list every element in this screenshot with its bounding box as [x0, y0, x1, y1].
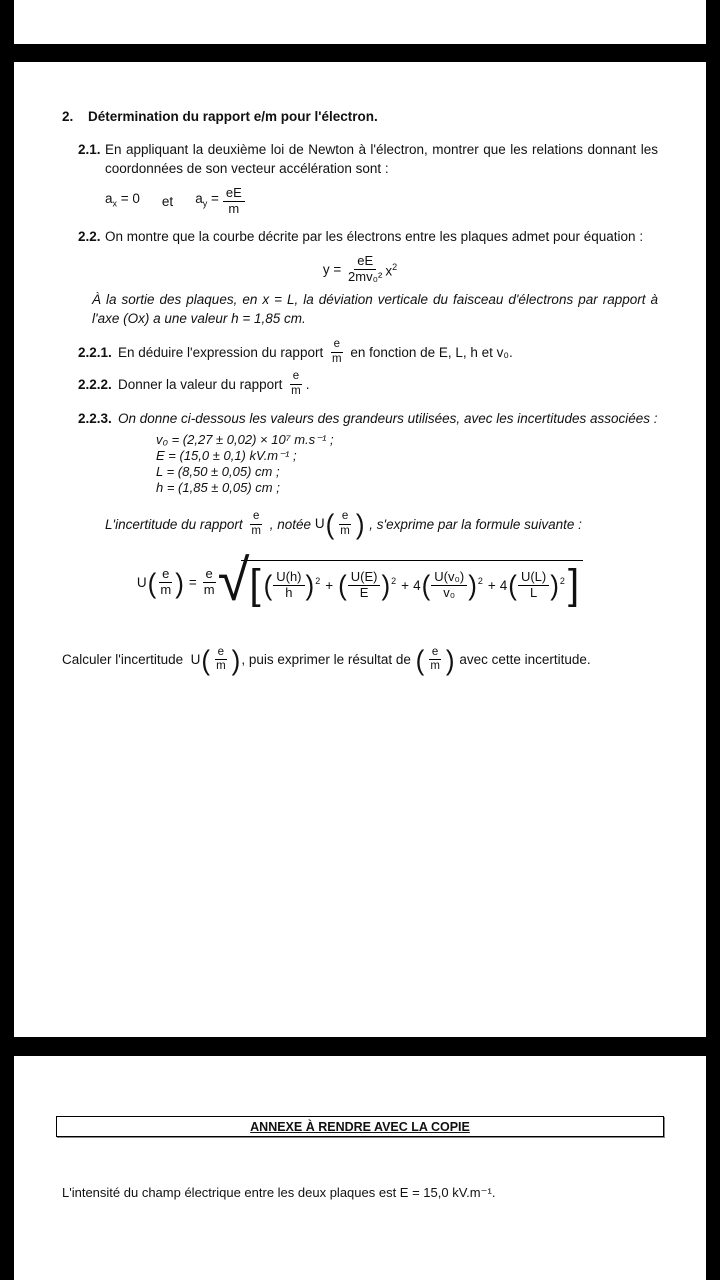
term-Uv0-over-v0: 4 ( $\frac{\text{U(v₀)}}{\text{v₀}}$ ) 2 [413, 568, 483, 601]
e-over-m-fraction: $\frac{e}{m}$ [291, 370, 301, 398]
calculate-instruction: Calculer l'incertitude U( $\frac{e}{m}$ ) , puis exprimer le résultat de ( $\frac{e}{m}$ ) avec cette incertitude. [62, 644, 591, 676]
em-in-parens: ( $\frac{e}{m}$ ) [415, 644, 455, 676]
traj-rhs: $x^2$ [385, 262, 398, 279]
radicand: [ ( $\frac{U(h)}{h}$ ) 2 + ( $\frac{U(E)}{E}$ ) 2 + 4 ( $\frac{\text{U(v₀)}}{\text{v₀}}$ ) 2 + 4 ( $\frac{U(L)}{L}$ ) 2 ] [241, 560, 583, 605]
e-over-m-fraction: $\frac{e}{m}$ [251, 509, 262, 537]
U-of-em-notation: U( $\frac{e}{m}$ ) [190, 644, 241, 676]
term-UL-over-L: 4 ( $\frac{U(L)}{L}$ ) 2 [499, 568, 565, 601]
question-2-2-number: 2.2. [78, 228, 101, 244]
question-2-2-2-text: Donner la valeur du rapport $\frac{e}{m}$ . [118, 370, 310, 398]
question-2-2 [78, 227, 658, 246]
question-2-2-1-number: 2.2.1. [78, 344, 112, 360]
trajectory-formula [62, 254, 658, 285]
section-title: Détermination du rapport e/m pour l'électron. [88, 109, 378, 124]
traj-fraction: $\frac{eE}{\text{2mv₀²}}$ [348, 252, 383, 284]
e-over-m-fraction: $\frac{e}{m}$ [203, 566, 215, 598]
value-h: h = (1,85 ± 0,05) cm ; [156, 479, 280, 495]
square-root-sign: √ [217, 547, 250, 613]
section-number: 2. [62, 109, 74, 124]
ay-term: $a_y$ = [195, 191, 219, 209]
question-2-2-3-text: On donne ci-dessous les valeurs des grandeurs utilisées, avec les incertitudes associées : [118, 410, 658, 426]
annexe-page [14, 1056, 706, 1280]
exam-page [14, 62, 706, 1037]
question-2-2-text: On montre que la courbe décrite par les électrons entre les plaques admet pour équation : [105, 228, 644, 244]
question-2-1-number: 2.1. [78, 142, 101, 157]
annexe-title-box [56, 1116, 664, 1137]
field-intensity-line: L'intensité du champ électrique entre les deux plaques est E = 15,0 kV.m⁻¹. [62, 1185, 496, 1200]
value-E: E = (15,0 ± 0,1) kV.m⁻¹ ; [156, 447, 297, 463]
question-2-2-2 [78, 370, 658, 399]
question-2-2-3 [78, 409, 658, 428]
et-word: et [161, 193, 174, 209]
question-2-2-2-number: 2.2.2. [78, 377, 112, 393]
section-heading [62, 107, 658, 126]
question-2-1 [78, 140, 658, 178]
ax-term: $a_x = 0$ [105, 191, 140, 209]
e-over-m-fraction: $\frac{e}{m}$ [160, 566, 172, 598]
question-2-2-1 [78, 338, 658, 367]
exit-deviation-note: À la sortie des plaques, en x = L, la déviation verticale du faisceau d'électrons par rapport à l'axe (Ox) a une valeur h = 1,85 cm. [92, 291, 658, 326]
acceleration-formula [105, 186, 658, 217]
uncertainty-formula: U ( $\frac{e}{m}$ ) = $\frac{e}{m}$ √ [ ( $\frac{U(h)}{h}$ ) 2 + ( $\frac{U(E)}{E}$ ) 2 + 4 ( $\frac{\text{U(v₀)}}{\text{v₀}}$ ) 2 + 4 ( $\frac{U(L)}{L}$ ) 2 ] [62, 554, 658, 612]
term-Uh-over-h: ( $\frac{U(h)}{h}$ ) 2 [263, 568, 321, 601]
value-v0: v₀ = (2,27 ± 0,02) × 10⁷ m.s⁻¹ ; [156, 431, 334, 447]
eE-over-m-fraction: $\frac{eE}{m}$ [223, 186, 245, 217]
given-values-list [156, 432, 658, 496]
annexe-title: ANNEXE À RENDRE AVEC LA COPIE [250, 1119, 470, 1134]
question-2-2-3-number: 2.2.3. [78, 410, 112, 426]
traj-lhs: y = [322, 261, 342, 277]
value-L: L = (8,50 ± 0,05) cm ; [156, 463, 280, 479]
question-2-1-text: En appliquant la deuxième loi de Newton à l'électron, montrer que les relations donnant les coordonnées de son vecteur accélération sont : [105, 142, 658, 176]
U-of-em-notation: U( $\frac{e}{m}$ ) [314, 508, 365, 540]
e-over-m-fraction: $\frac{e}{m}$ [331, 337, 342, 365]
term-UE-over-E: ( $\frac{U(E)}{E}$ ) 2 [338, 568, 397, 601]
uncertainty-intro: L'incertitude du rapport $\frac{e}{m}$ , notée U( $\frac{e}{m}$ ) , s'exprime par la formule suivante : [105, 508, 582, 540]
previous-page-bottom [14, 0, 706, 44]
question-2-2-1-text: En déduire l'expression du rapport $\frac{e}{m}$ en fonction de E, L, h et v₀. [118, 337, 513, 365]
